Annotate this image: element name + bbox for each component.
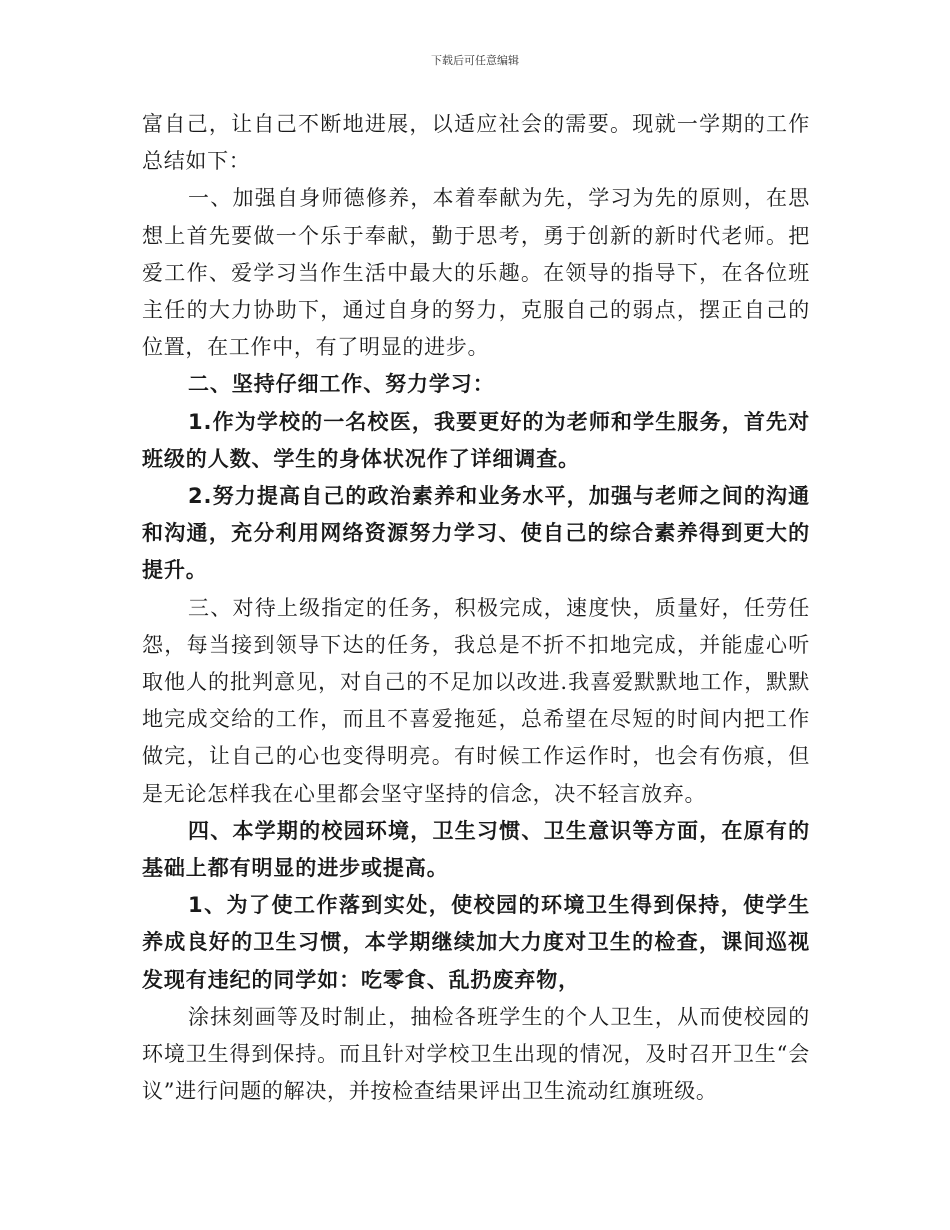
paragraph-section-two-item-1: 1.作为学校的一名校医，我要更好的为老师和学生服务，首先对班级的人数、学生的身体状况作了详细调查。 — [142, 409, 810, 471]
paragraph-section-two-heading: 二、坚持仔细工作、努力学习： — [188, 372, 495, 397]
paragraph-intro-continuation: 富自己，让自己不断地进展，以适应社会的需要。现就一学期的工作总结如下： — [142, 112, 810, 174]
page-header-note: 下载后可任意编辑 — [431, 54, 519, 67]
paragraph-section-four-heading: 四、本学期的校园环境，卫生习惯、卫生意识等方面，在原有的基础上都有明显的进步或提高。 — [142, 818, 810, 881]
document-body — [142, 106, 810, 1110]
paragraph-section-four-item-1: 1、为了使工作落到实处，使校园的环境卫生得到保持，使学生养成良好的卫生习惯，本学期继续加大力度对卫生的检查，课间巡视发现有违纪的同学如：吃零食、乱扔废弃物， — [142, 893, 810, 992]
paragraph-section-four-continuation: 涂抹刻画等及时制止，抽检各班学生的个人卫生，从而使校园的环境卫生得到保持。而且针对学校卫生出现的情况，及时召开卫生“会议”进行问题的解决，并按检查结果评出卫生流动红旗班级。 — [142, 1004, 810, 1104]
paragraph-section-three: 三、对待上级指定的任务，积极完成，速度快，质量好，任劳任怨，每当接到领导下达的任务，我总是不折不扣地完成，并能虚心听取他人的批判意见，对自己的不足加以改进.我喜爱默默地工作，默默地完成交给的工作，而且不喜爱拖延，总希望在尽短的时间内把工作做完，让自己的心也变得明亮。有时候工作运作时，也会有伤痕，但是无论怎样我在心里都会坚守坚持的信念，决不轻言放弃。 — [142, 595, 810, 806]
paragraph-section-two-item-2: 2.努力提高自己的政治素养和业务水平，加强与老师之间的沟通和沟通，充分利用网络资源努力学习、使自己的综合素养得到更大的提升。 — [142, 484, 810, 583]
paragraph-section-one: 一、加强自身师德修养，本着奉献为先，学习为先的原则，在思想上首先要做一个乐于奉献，勤于思考，勇于创新的新时代老师。把爱工作、爱学习当作生活中最大的乐趣。在领导的指导下，在各位班主任的大力协助下，通过自身的努力，克服自己的弱点，摆正自己的位置，在工作中，有了明显的进步。 — [142, 186, 810, 360]
